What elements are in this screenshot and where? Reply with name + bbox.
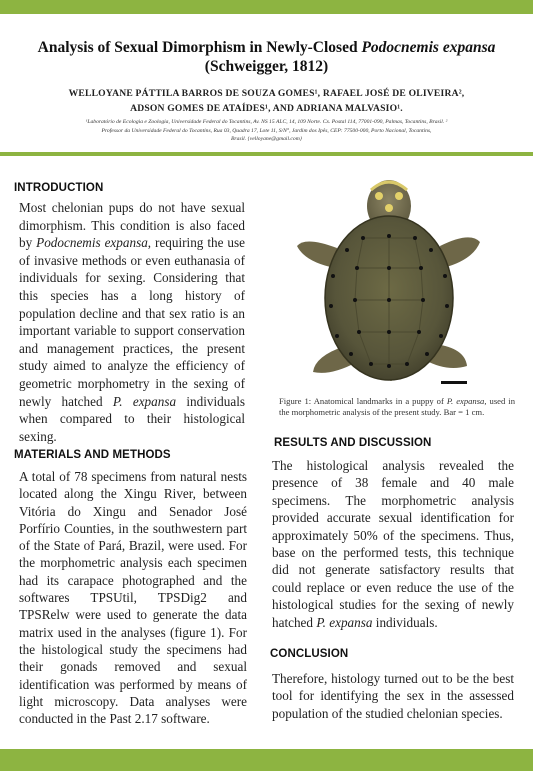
turtle-figure bbox=[275, 176, 515, 396]
authors-line-1: WELLOYANE PÁTTILA BARROS DE SOUZA GOMES¹, RAFAEL JOSÉ DE OLIVEIRA², bbox=[68, 88, 465, 99]
results-heading: RESULTS AND DISCUSSION bbox=[274, 437, 432, 449]
poster-title: Analysis of Sexual Dimorphism in Newly-Closed Podocnemis expansa (Schweigger, 1812) bbox=[37, 39, 496, 75]
turtle-photo-icon bbox=[275, 176, 515, 396]
bottom-accent-bar bbox=[0, 749, 533, 771]
affiliation-line-3: Brasil. {velloyane@gmail.com} bbox=[231, 136, 302, 142]
conclusion-heading: CONCLUSION bbox=[270, 648, 349, 660]
conclusion-text: Therefore, histology turned out to be the best tool for identifying the sex in the assessed population of the studied chelonian species. bbox=[272, 671, 514, 721]
author-list bbox=[30, 86, 503, 116]
header-separator-bar bbox=[0, 152, 533, 156]
results-text: The histological analysis revealed the presence of 38 female and 40 male specimens. The morphometric analysis provided accurate sexual identification for approximately 50% of the specimens. Thus, base on the performed tests, this technique did not generate satisfactory results that could replace or even reduce the use of the histological studies for the sexing of newly hatched P. expansa individuals. bbox=[272, 458, 514, 630]
affiliations bbox=[30, 118, 503, 144]
methods-text: A total of 78 specimens from natural nests located along the Xingu River, between Vitória do Xingu and Senador José Porfírio Counties, in the southwestern part of the State of Pará, Brazil, were used. For the morphometric analysis each specimen had its carapace photographed and the softwares TPSUtil, TPSDig2 and TPSRelw were used to generate the data matrix used in the analyses (figure 1). For the histological study the specimens had their gonads removed and sexual identification was performed by means of light microscopy. Data analyses were conducted in the Past 2.17 software. bbox=[19, 469, 247, 727]
figure-caption: Figure 1: Anatomical landmarks in a puppy of P. expansa, used in the morphometric analysis of the present study. Bar = 1 cm. bbox=[279, 396, 515, 417]
affiliation-line-1: ¹Laboratório de Ecologia e Zoologia, Universidade Federal do Tocantins, Av. NS 15 ALC, 14, 109 Norte. Cx. Postal 114, 77001-090, Palmas, Tocantins, Brasil. ² bbox=[85, 119, 448, 125]
top-accent-bar bbox=[0, 0, 533, 14]
methods-heading: MATERIALS AND METHODS bbox=[14, 449, 171, 461]
introduction-heading: INTRODUCTION bbox=[14, 182, 104, 194]
authors-line-2: ADSON GOMES DE ATAÍDES¹, AND ADRIANA MALVASIO¹. bbox=[130, 103, 403, 114]
affiliation-line-2: Professor da Universidade Federal do Tocantins, Rua 03, Quadra 17, Lote 11, S/N°, Jardim dos Ipês, CEP: 77500-000, Porto Nacional, Tocantins, bbox=[101, 127, 432, 134]
introduction-text: Most chelonian pups do not have sexual dimorphism. This condition is also faced by Podocnemis expansa, requiring the use of invasive methods or even euthanasia of individuals for sexing. Considering that this species has a long history of population decline and that sex ratio is an important variable to support conservation and management practices, the present study aimed to analyze the efficiency of geometric morphometry in the sexing of newly hatched P. expansa individuals when compared to their histological sexing. bbox=[19, 200, 246, 444]
